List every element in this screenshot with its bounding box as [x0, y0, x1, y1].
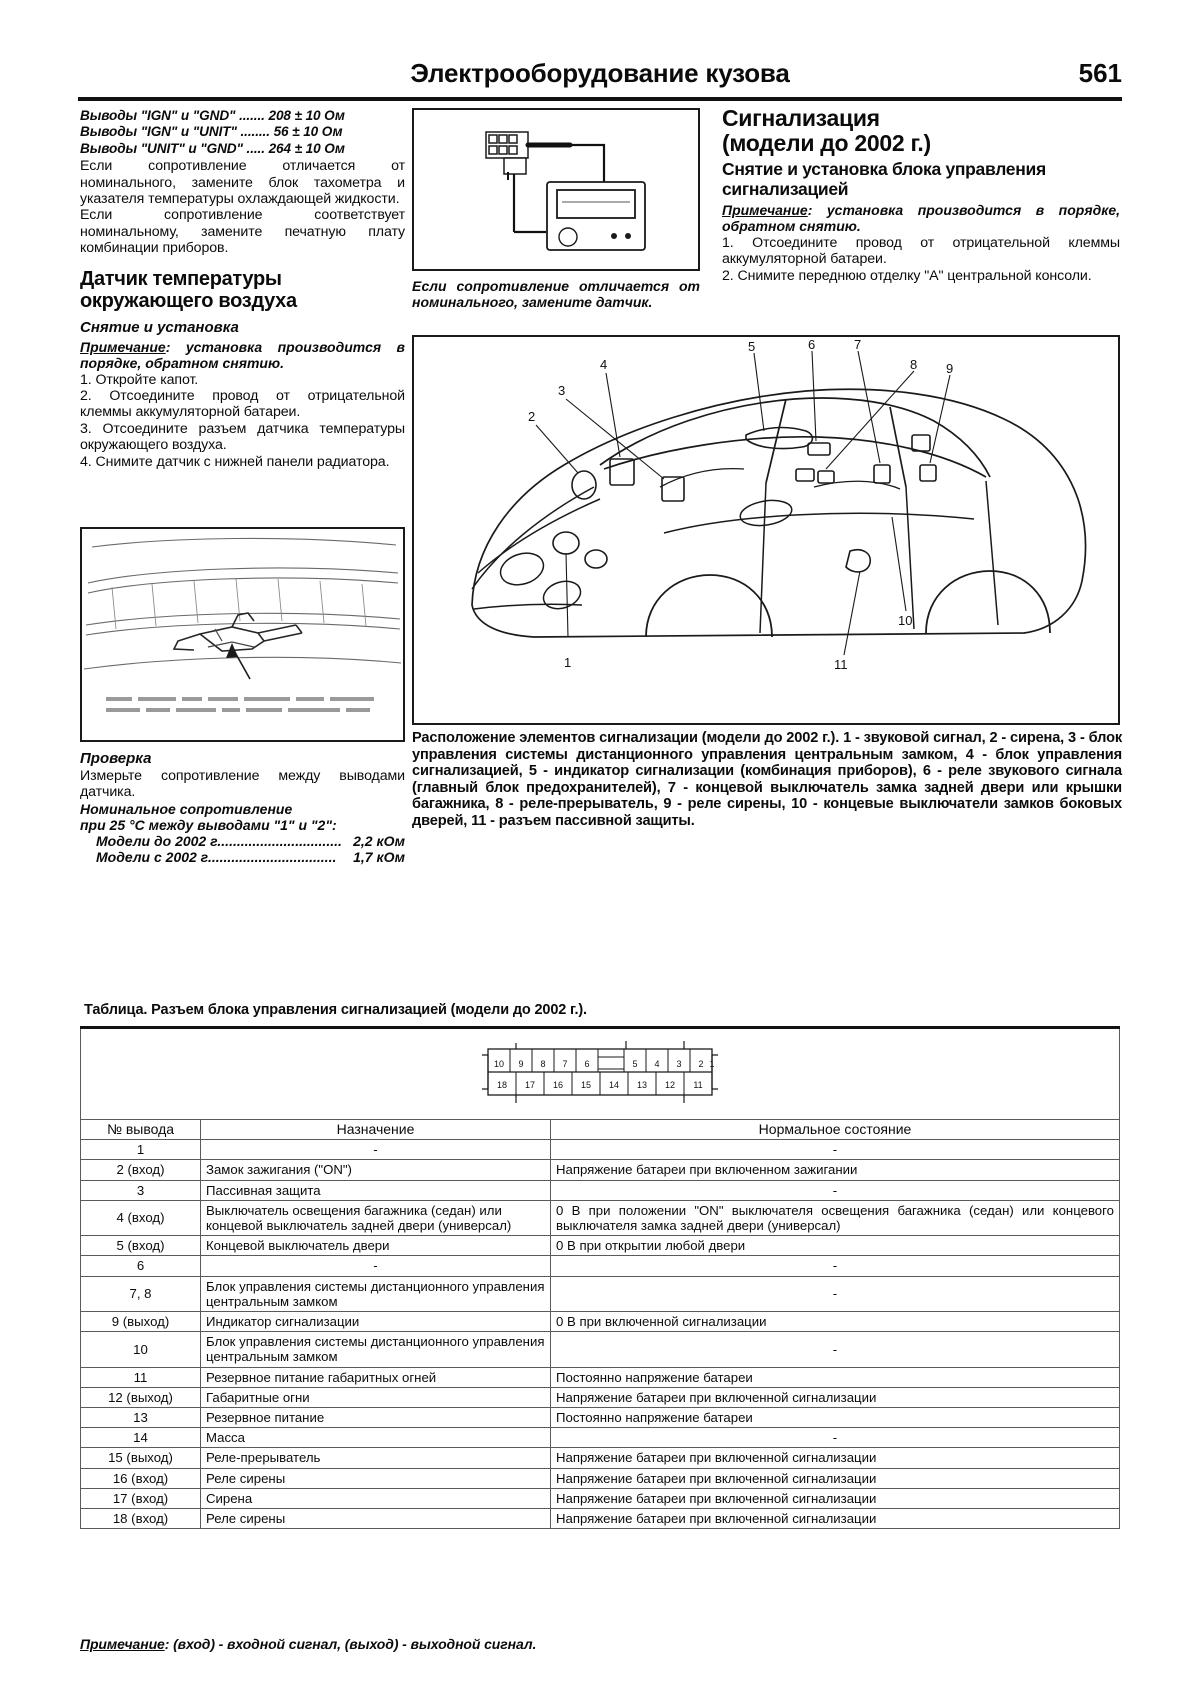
row-14-state: Напряжение батареи при включенной сигнализации: [551, 1468, 1120, 1488]
table-caption: Таблица. Разъем блока управления сигнализацией (модели до 2002 г.).: [84, 1002, 587, 1018]
callout-10: 10: [898, 613, 913, 628]
row-9-function: Резервное питание габаритных огней: [201, 1367, 551, 1387]
right-column: [722, 106, 1120, 284]
table-row: [81, 1468, 1120, 1488]
table-row: [81, 1332, 1120, 1367]
table-row: [81, 1428, 1120, 1448]
header-function: Назначение: [201, 1120, 551, 1140]
row-15-pin: 17 (вход): [81, 1488, 201, 1508]
svg-text:10: 10: [493, 1059, 505, 1069]
row-5-function: -: [201, 1256, 551, 1276]
row-2-function: Пассивная защита: [201, 1180, 551, 1200]
row-10-state: Напряжение батареи при включенной сигнализации: [551, 1387, 1120, 1407]
row-7-function: Индикатор сигнализации: [201, 1312, 551, 1332]
subheading-check: Проверка: [80, 750, 152, 767]
table-footnote: [80, 1636, 536, 1652]
svg-text:4: 4: [654, 1059, 660, 1069]
table-row: [81, 1200, 1120, 1235]
nominal-row-0-value: 2,2 кОм: [353, 832, 405, 849]
svg-text:15: 15: [580, 1080, 592, 1090]
table-row: [81, 1256, 1120, 1276]
svg-text:14: 14: [608, 1080, 620, 1090]
row-5-pin: 6: [81, 1256, 201, 1276]
callout-3: 3: [558, 383, 566, 398]
multimeter-drawing: [414, 110, 698, 269]
row-15-function: Сирена: [201, 1488, 551, 1508]
svg-text:12: 12: [664, 1080, 676, 1090]
callout-8: 8: [910, 357, 918, 372]
row-13-state: Напряжение батареи при включенной сигнализации: [551, 1448, 1120, 1468]
table-footnote-text: : (вход) - входной сигнал, (выход) - выходной сигнал.: [164, 1636, 537, 1652]
row-4-state: 0 В при открытии любой двери: [551, 1236, 1120, 1256]
row-12-pin: 14: [81, 1428, 201, 1448]
row-0-pin: 1: [81, 1140, 201, 1160]
left-step-4: 4. Снимите датчик с нижней панели радиатора.: [80, 453, 390, 470]
spec-line-3: Выводы "UNIT" и "GND" ..... 264 ± 10 Ом: [80, 140, 345, 156]
callout-9: 9: [946, 361, 954, 376]
table-row: [81, 1367, 1120, 1387]
header-pin-number: № вывода: [81, 1120, 201, 1140]
row-13-pin: 15 (выход): [81, 1448, 201, 1468]
row-3-pin: 4 (вход): [81, 1200, 201, 1235]
row-11-pin: 13: [81, 1408, 201, 1428]
left-step-3: 3. Отсоедините разъем датчика температуры окружающего воздуха.: [80, 420, 405, 454]
row-5-state: -: [551, 1256, 1120, 1276]
nominal-row-1: [80, 849, 405, 866]
table-row: [81, 1509, 1120, 1529]
row-4-pin: 5 (вход): [81, 1236, 201, 1256]
svg-text:8: 8: [540, 1059, 546, 1069]
row-9-pin: 11: [81, 1367, 201, 1387]
row-2-pin: 3: [81, 1180, 201, 1200]
row-11-state: Постоянно напряжение батареи: [551, 1408, 1120, 1428]
svg-text:5: 5: [632, 1059, 638, 1069]
row-8-pin: 10: [81, 1332, 201, 1367]
row-10-function: Габаритные огни: [201, 1387, 551, 1407]
callout-5: 5: [748, 339, 756, 354]
left-note-text: : установка производится в порядке, обратном снятию.: [80, 338, 405, 371]
row-8-function: Блок управления системы дистанционного управления центральным замком: [201, 1332, 551, 1367]
row-14-function: Реле сирены: [201, 1468, 551, 1488]
multimeter-caption: Если сопротивление отличается от номинального, замените датчик.: [412, 278, 700, 310]
svg-text:3: 3: [676, 1059, 682, 1069]
radiator-sensor-drawing: [82, 529, 403, 740]
svg-text:6: 6: [584, 1059, 590, 1069]
row-0-function: -: [201, 1140, 551, 1160]
row-16-pin: 18 (вход): [81, 1509, 201, 1529]
row-2-state: -: [551, 1180, 1120, 1200]
row-3-function: Выключатель освещения багажника (седан) или концевой выключатель задней двери (универсал): [201, 1200, 551, 1235]
table-header-row: [81, 1120, 1120, 1140]
left-step-2: 2. Отсоедините провод от отрицательной клеммы аккумуляторной батареи.: [80, 388, 405, 421]
nominal-row-0-dots: ...............................: [221, 832, 342, 849]
left-column: [80, 108, 405, 470]
left-note: [80, 339, 405, 371]
nominal-row-0-label: Модели до 2002 г.: [96, 832, 222, 849]
svg-text:18: 18: [496, 1080, 508, 1090]
row-11-function: Резервное питание: [201, 1408, 551, 1428]
row-9-state: Постоянно напряжение батареи: [551, 1367, 1120, 1387]
header-divider: [78, 97, 1122, 101]
subheading-alarm-ecu: Снятие и установка блока управления сигнализацией: [722, 159, 1046, 199]
row-16-function: Реле сирены: [201, 1509, 551, 1529]
row-6-function: Блок управления системы дистанционного управления центральным замком: [201, 1276, 551, 1311]
row-15-state: Напряжение батареи при включенной сигнализации: [551, 1488, 1120, 1508]
table-row: [81, 1312, 1120, 1332]
connector-diagram-row: [81, 1028, 1120, 1120]
left-paragraph-2: Если сопротивление соответствует номинальному, замените печатную плату комбинации приборов.: [80, 207, 405, 257]
callout-2: 2: [528, 409, 536, 424]
alarm-components-figure: [412, 335, 1120, 725]
left-note-label: Примечание: [80, 338, 166, 355]
pin-assignment-table: [80, 1026, 1120, 1529]
nominal-row-1-value: 1,7 кОм: [353, 849, 405, 866]
connector-diagram-cell: [81, 1028, 1120, 1120]
svg-text:9: 9: [518, 1059, 524, 1069]
page-title: Электрооборудование кузова: [410, 58, 790, 88]
row-14-pin: 16 (вход): [81, 1468, 201, 1488]
row-1-function: Замок зажигания ("ON"): [201, 1160, 551, 1180]
row-4-function: Концевой выключатель двери: [201, 1236, 551, 1256]
callout-4: 4: [600, 357, 608, 372]
table-row: [81, 1448, 1120, 1468]
right-note: [722, 202, 1120, 234]
svg-text:17: 17: [524, 1080, 536, 1090]
row-13-function: Реле-прерыватель: [201, 1448, 551, 1468]
callout-11: 11: [834, 657, 848, 672]
table-footnote-label: Примечание: [80, 1636, 165, 1652]
radiator-sensor-figure: [80, 527, 405, 742]
heading-alarm-line1: Сигнализация: [722, 105, 880, 131]
nominal-resistance-condition: при 25 °С между выводами "1" и "2":: [80, 816, 337, 833]
nominal-row-1-label: Модели с 2002 г.: [96, 849, 212, 866]
spec-line-1: Выводы "IGN" и "GND" ....... 208 ± 10 Ом: [80, 108, 345, 123]
heading-alarm-line2: (модели до 2002 г.): [722, 130, 931, 156]
multimeter-figure: [412, 108, 700, 271]
row-12-function: Масса: [201, 1428, 551, 1448]
table-row: [81, 1236, 1120, 1256]
callout-6: 6: [808, 337, 816, 352]
svg-text:2: 2: [698, 1059, 704, 1069]
right-note-text: : установка производится в порядке, обратном снятию.: [722, 202, 1120, 234]
table-row: [81, 1140, 1120, 1160]
table-row: [81, 1180, 1120, 1200]
connector-pinout-diagram: [476, 1033, 724, 1115]
header-normal-state: Нормальное состояние: [551, 1120, 1120, 1140]
left-paragraph-1: Если сопротивление отличается от номинального, замените блок тахометра и указателя температуры охлаждающей жидкости.: [80, 158, 405, 208]
left-column-lower: [80, 750, 405, 866]
row-12-state: -: [551, 1428, 1120, 1448]
row-8-state: -: [551, 1332, 1120, 1367]
callout-1: 1: [564, 655, 572, 670]
heading-ambient-temp-sensor: Датчик температуры окружающего воздуха: [80, 267, 297, 312]
right-note-label: Примечание: [722, 202, 808, 218]
svg-text:7: 7: [562, 1059, 568, 1069]
row-3-state: 0 В при положении "ON" выключателя освещения багажника (седан) или концевого выключателя замка задней двери (универсал): [551, 1200, 1120, 1235]
car-layout-drawing: [414, 337, 1118, 723]
table-row: [81, 1387, 1120, 1407]
table-row: [81, 1160, 1120, 1180]
left-step-1: 1. Откройте капот.: [80, 371, 199, 388]
nominal-resistance-label: Номинальное сопротивление: [80, 800, 293, 817]
spec-line-2: Выводы "IGN" и "UNIT" ........ 56 ± 10 Ом: [80, 124, 343, 140]
row-7-state: 0 В при включенной сигнализации: [551, 1312, 1120, 1332]
table-row: [81, 1488, 1120, 1508]
row-10-pin: 12 (выход): [81, 1387, 201, 1407]
svg-text:16: 16: [552, 1080, 564, 1090]
row-6-state: -: [551, 1276, 1120, 1311]
row-1-pin: 2 (вход): [81, 1160, 201, 1180]
svg-text:1: 1: [709, 1059, 715, 1069]
check-text: Измерьте сопротивление между выводами датчика.: [80, 768, 405, 801]
subheading-removal-install: Снятие и установка: [80, 318, 239, 336]
svg-text:13: 13: [636, 1080, 648, 1090]
right-step-2: 2. Снимите переднюю отделку "A" центральной консоли.: [722, 267, 1092, 284]
right-step-1: 1. Отсоедините провод от отрицательной клеммы аккумуляторной батареи.: [722, 235, 1120, 268]
row-1-state: Напряжение батареи при включенном зажигании: [551, 1160, 1120, 1180]
page-number: 561: [1078, 58, 1122, 88]
table-row: [81, 1408, 1120, 1428]
callout-7: 7: [854, 337, 862, 352]
row-16-state: Напряжение батареи при включенной сигнализации: [551, 1509, 1120, 1529]
nominal-row-1-dots: ................................: [211, 849, 337, 866]
car-figure-caption: Расположение элементов сигнализации (модели до 2002 г.). 1 - звуковой сигнал, 2 - сирена, 3 - блок управления системы дистанционного управления центральным замком, 4 - блок управления сигнализацией, 5 - индикатор сигнализации (комбинация приборов), 6 - реле звукового сигнала (главный блок предохранителей), 7 - концевой выключатель замка задней двери или крышки багажника, 8 - реле-прерыватель, 9 - реле сирены, 10 - концевые выключатели замков боковых дверей, 11 - разъем пассивной защиты.: [412, 730, 1122, 829]
table-row: [81, 1276, 1120, 1311]
row-7-pin: 9 (выход): [81, 1312, 201, 1332]
nominal-row-0: [80, 833, 405, 850]
svg-text:11: 11: [693, 1080, 703, 1090]
row-0-state: -: [551, 1140, 1120, 1160]
row-6-pin: 7, 8: [81, 1276, 201, 1311]
